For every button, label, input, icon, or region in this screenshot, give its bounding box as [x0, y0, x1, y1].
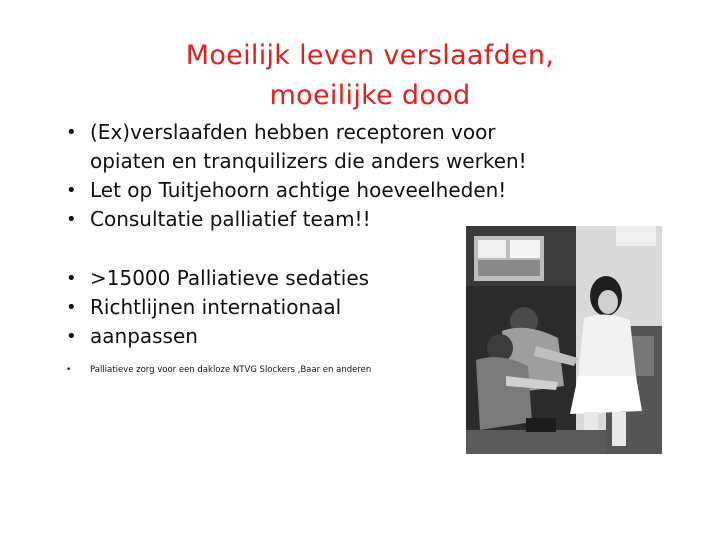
bullet-dot: • [66, 268, 77, 289]
bullet-text: Let op Tuitjehoorn achtige hoeveelheden! [90, 178, 507, 202]
bullet-text: opiaten en tranquilizers die anders werken! [90, 149, 527, 173]
bullet-text: >15000 Palliatieve sedaties [90, 266, 370, 290]
bullet-item [60, 118, 640, 147]
bullet-dot: • [66, 122, 77, 143]
slide-title [100, 36, 640, 116]
bullet-text: aanpassen [90, 324, 198, 348]
bullet-dot: • [66, 297, 77, 318]
title-line-2: moeilijke dood [269, 80, 471, 111]
care-photo [466, 226, 662, 454]
bullet-text: (Ex)verslaafden hebben receptoren voor [90, 120, 496, 144]
care-photo-illustration [466, 226, 662, 454]
reference-text: Palliatieve zorg voor een dakloze NTVG Slockers ,Baar en anderen [90, 365, 372, 375]
bullet-item [60, 176, 640, 205]
bullet-dot: • [66, 365, 72, 375]
title-line-1: Moeilijk leven verslaafden, [185, 40, 555, 71]
bullet-text: Consultatie palliatief team!! [90, 207, 371, 231]
bullet-dot: • [66, 180, 77, 201]
bullet-continuation [60, 147, 640, 176]
bullet-dot: • [66, 209, 77, 230]
bullet-dot: • [66, 326, 77, 347]
bullet-text: Richtlijnen internationaal [90, 295, 342, 319]
